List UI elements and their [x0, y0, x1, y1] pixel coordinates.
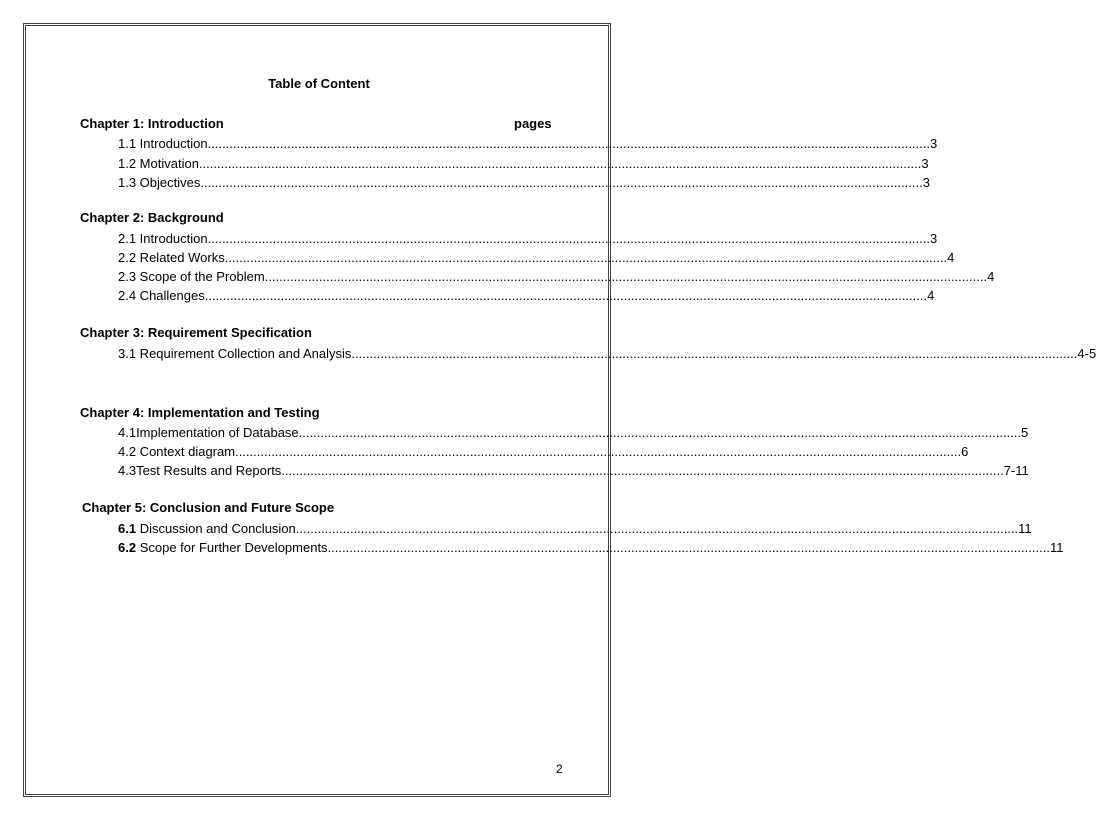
- entry-page: .4-5: [1073, 346, 1096, 361]
- entry-text: Scope for Further Developments: [136, 540, 328, 555]
- toc-entry[interactable]: [118, 425, 1029, 441]
- chapter-1-heading: Chapter 1: Introduction: [80, 116, 224, 131]
- toc-entry[interactable]: [118, 346, 1096, 362]
- entry-text: Discussion and Conclusion: [136, 521, 296, 536]
- toc-entry[interactable]: [118, 444, 969, 460]
- leader-dots: ........................................................................................................................................................................................................: [204, 288, 928, 303]
- leader-dots: ........................................................................................................................................................................................................: [224, 250, 948, 265]
- leader-dots: ........................................................................................................................................................................................................: [200, 175, 923, 190]
- entry-page: 3: [930, 231, 938, 246]
- leader-dots: ........................................................................................................................................................................................................: [281, 463, 1004, 478]
- toc-entry[interactable]: [118, 136, 938, 152]
- entry-text: 2.2 Related Works: [118, 250, 225, 265]
- entry-number: 6.1: [118, 521, 137, 536]
- leader-dots: ........................................................................................................................................................................................................: [298, 425, 1022, 440]
- entry-page: 11: [1049, 540, 1064, 555]
- chapter-2-heading: Chapter 2: Background: [80, 210, 224, 225]
- entry-page: 3: [922, 175, 930, 190]
- entry-text: 4.3Test Results and Reports: [118, 463, 282, 478]
- entry-text: 1.2 Motivation: [118, 156, 199, 171]
- entry-text: 2.3 Scope of the Problem: [118, 269, 265, 284]
- leader-dots: ........................................................................................................................................................................................................: [207, 136, 930, 151]
- toc-entry[interactable]: [118, 288, 935, 304]
- entry-text: 2.1 Introduction: [118, 231, 208, 246]
- page-number: 2: [556, 762, 563, 776]
- entry-page: 4: [947, 250, 955, 265]
- entry-text: 2.4 Challenges: [118, 288, 205, 303]
- entry-text: 4.2 Context diagram: [118, 444, 236, 459]
- entry-text: 1.3 Objectives: [118, 175, 201, 190]
- entry-number: 6.2: [118, 540, 137, 555]
- entry-page: 3: [921, 156, 929, 171]
- leader-dots: ........................................................................................................................................................................................................: [207, 231, 930, 246]
- toc-entry[interactable]: [118, 175, 930, 191]
- entry-text: 1.1 Introduction: [118, 136, 208, 151]
- entry-page: 4: [987, 269, 995, 284]
- entry-page: 3: [930, 136, 938, 151]
- pages-label: pages: [514, 116, 552, 131]
- leader-dots: ........................................................................................................................................................................................................: [327, 540, 1050, 555]
- chapter-5-heading: Chapter 5: Conclusion and Future Scope: [82, 500, 335, 515]
- toc-entry[interactable]: [118, 156, 929, 172]
- leader-dots: ........................................................................................................................................................................................................: [198, 156, 922, 171]
- entry-page: 5: [1021, 425, 1029, 440]
- leader-dots: ........................................................................................................................................................................................................: [235, 444, 958, 459]
- toc-entry[interactable]: [118, 463, 1029, 479]
- entry-page: 7-11: [1003, 463, 1029, 478]
- entry-text: 4.1Implementation of Database: [118, 425, 299, 440]
- entry-page: 4: [927, 288, 935, 303]
- toc-entry[interactable]: [118, 540, 1064, 556]
- leader-dots: ........................................................................................................................................................................................................: [351, 346, 1074, 361]
- leader-dots: ........................................................................................................................................................................................................: [264, 269, 988, 284]
- toc-entry[interactable]: [118, 231, 938, 247]
- toc-entry[interactable]: [118, 521, 1032, 537]
- entry-page: 11: [1018, 521, 1032, 536]
- leader-dots: ........................................................................................................................................................................................................: [295, 521, 1019, 536]
- entry-text: 3.1 Requirement Collection and Analysis: [118, 346, 352, 361]
- toc-entry[interactable]: [118, 269, 995, 285]
- toc-entry[interactable]: [118, 250, 955, 266]
- entry-page: .6: [957, 444, 969, 459]
- chapter-4-heading: Chapter 4: Implementation and Testing: [80, 405, 320, 420]
- chapter-3-heading: Chapter 3: Requirement Specification: [80, 325, 312, 340]
- toc-title: Table of Content: [268, 76, 370, 91]
